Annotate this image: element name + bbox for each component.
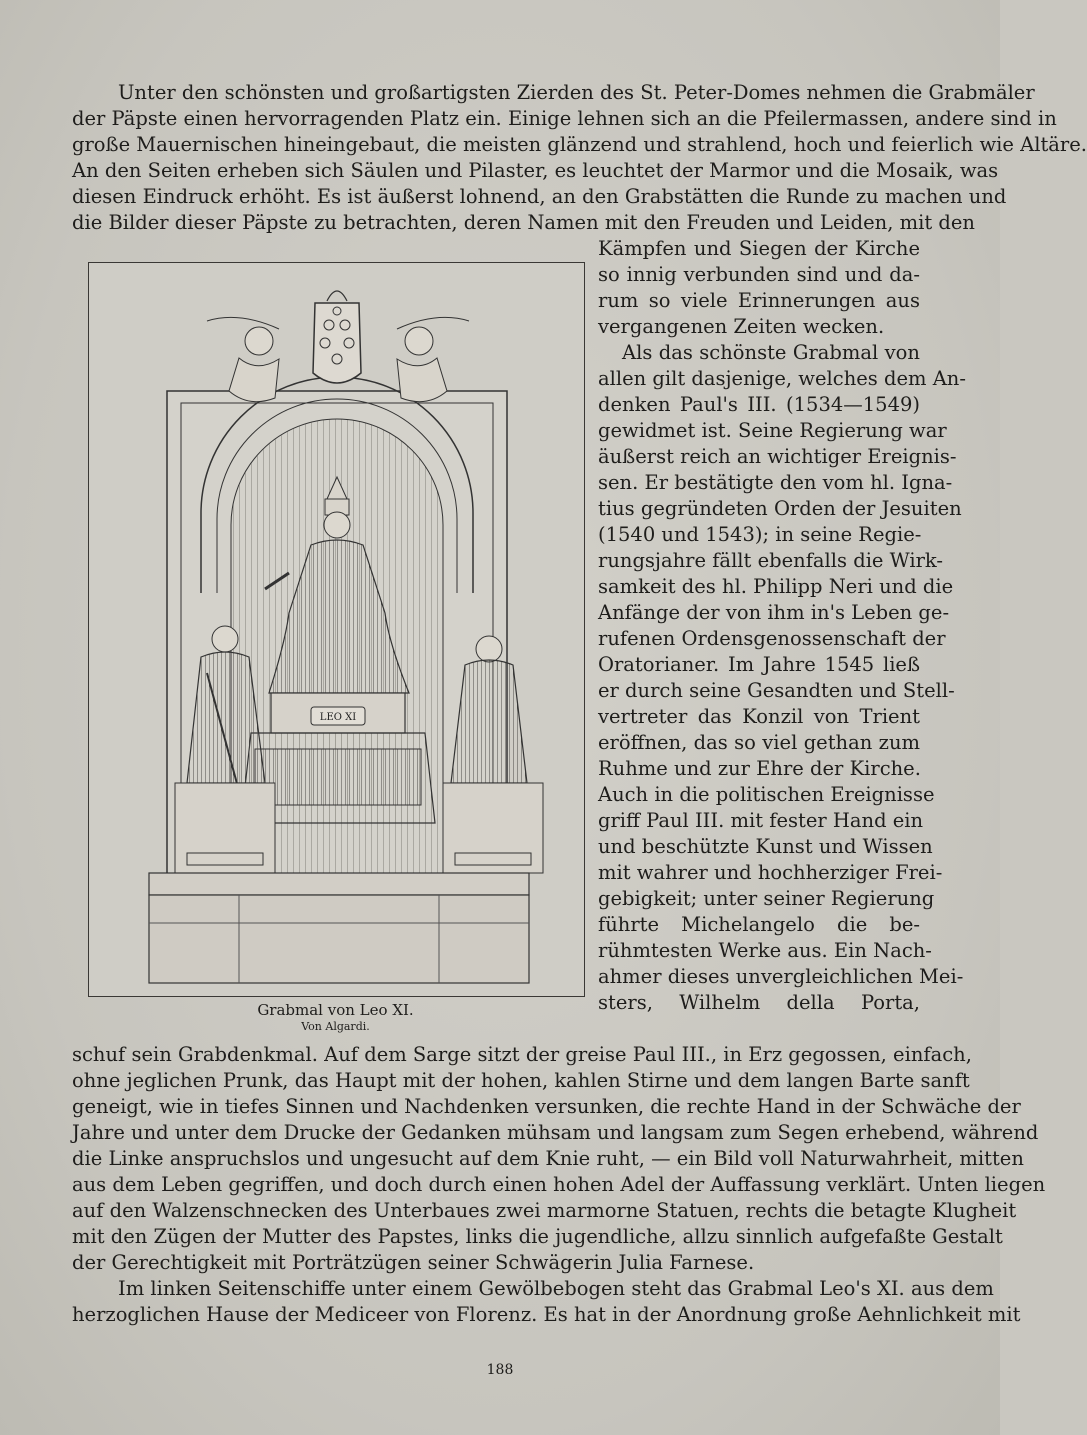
text-line: und beschützte Kunst und Wissen (598, 835, 933, 858)
text-line: große Mauernischen hineingebaut, die meisten glänzend und strahlend, hoch und feierlich wie Altäre. (72, 133, 1087, 156)
text-line: rühmtesten Werke aus. Ein Nach- (598, 939, 932, 962)
text-line: rum so viele Erinnerungen aus (598, 289, 920, 312)
text-line: allen gilt dasjenige, welches dem An- (598, 367, 966, 390)
text-line: rufenen Ordensgenossenschaft der (598, 627, 946, 650)
figure-caption: Grabmal von Leo XI. (257, 1001, 414, 1019)
text-line: vergangenen Zeiten wecken. (598, 315, 885, 338)
text-line: schuf sein Grabdenkmal. Auf dem Sarge sitzt der greise Paul III., in Erz gegossen, einfach, (72, 1043, 972, 1066)
text-line: denken Paul's III. (1534—1549) (598, 393, 920, 416)
text-line: die Bilder dieser Päpste zu betrachten, deren Namen mit den Freuden und Leiden, mit den (72, 211, 975, 234)
text-line: griff Paul III. mit fester Hand ein (598, 809, 924, 832)
sarcophagus-inscription: LEO XI (319, 712, 357, 723)
text-line: herzoglichen Hause der Mediceer von Florenz. Es hat in der Anordnung große Aehnlichkeit mit (72, 1303, 1021, 1326)
text-line: Auch in die politischen Ereignisse (598, 783, 935, 806)
text-line: vertreter das Konzil von Trient (598, 705, 920, 728)
text-line: Unter den schönsten und großartigsten Zierden des St. Peter-Domes nehmen die Grabmäler (118, 81, 1035, 104)
text-line: die Linke anspruchslos und ungesucht auf dem Knie ruht, — ein Bild voll Naturwahrheit, mitten (72, 1147, 1024, 1170)
text-line: äußerst reich an wichtiger Ereignis- (598, 445, 957, 468)
text-line: der Päpste einen hervorragenden Platz ein. Einige lehnen sich an die Pfeilermassen, andere sind in (72, 107, 1057, 130)
text-line: diesen Eindruck erhöht. Es ist äußerst lohnend, an den Grabstätten die Runde zu machen und (72, 185, 1007, 208)
text-line: so innig verbunden sind und da- (598, 263, 920, 286)
text-line: auf den Walzenschnecken des Unterbaues zwei marmorne Statuen, rechts die betagte Klugheit (72, 1199, 1017, 1222)
tomb-illustration (89, 263, 584, 996)
text-line: tius gegründeten Orden der Jesuiten (598, 497, 962, 520)
text-line: (1540 und 1543); in seine Regie- (598, 523, 922, 546)
text-line: ohne jeglichen Prunk, das Haupt mit der hohen, kahlen Stirne und dem langen Barte sanft (72, 1069, 970, 1092)
text-line: mit den Zügen der Mutter des Papstes, links die jugendliche, allzu sinnlich aufgefaßte Gestalt (72, 1225, 1003, 1248)
text-line: samkeit des hl. Philipp Neri und die (598, 575, 954, 598)
text-line: Als das schönste Grabmal von (622, 341, 920, 364)
text-line: Im linken Seitenschiffe unter einem Gewölbebogen steht das Grabmal Leo's XI. aus dem (118, 1277, 994, 1300)
text-line: Anfänge der von ihm in's Leben ge- (598, 601, 950, 624)
text-line: gebigkeit; unter seiner Regierung (598, 887, 935, 910)
text-line: mit wahrer und hochherziger Frei- (598, 861, 943, 884)
text-line: eröffnen, das so viel gethan zum (598, 731, 920, 754)
text-line: sen. Er bestätigte den vom hl. Igna- (598, 471, 953, 494)
page-number: 188 (486, 1362, 514, 1378)
text-line: führte Michelangelo die be- (598, 913, 920, 936)
text-line: aus dem Leben gegriffen, und doch durch einen hohen Adel der Auffassung verklärt. Unten liegen (72, 1173, 1046, 1196)
text-line: sters, Wilhelm della Porta, (598, 991, 920, 1014)
text-line: Ruhme und zur Ehre der Kirche. (598, 757, 921, 780)
text-line: der Gerechtigkeit mit Porträtzügen seiner Schwägerin Julia Farnese. (72, 1251, 755, 1274)
text-line: Oratorianer. Im Jahre 1545 ließ (598, 653, 920, 676)
text-line: er durch seine Gesandten und Stell- (598, 679, 955, 702)
text-line: geneigt, wie in tiefes Sinnen und Nachdenken versunken, die rechte Hand in der Schwäche der (72, 1095, 1021, 1118)
text-line: Jahre und unter dem Drucke der Gedanken mühsam und langsam zum Segen erhebend, während (72, 1121, 1039, 1144)
text-line: gewidmet ist. Seine Regierung war (598, 419, 947, 442)
figure-credit: Von Algardi. (301, 1020, 370, 1033)
text-line: ahmer dieses unvergleichlichen Mei- (598, 965, 964, 988)
text-line: Kämpfen und Siegen der Kirche (598, 237, 920, 260)
text-line: An den Seiten erheben sich Säulen und Pilaster, es leuchtet der Marmor und die Mosaik, was (72, 159, 999, 182)
text-line: rungsjahre fällt ebenfalls die Wirk- (598, 549, 943, 572)
tomb-engraving (88, 262, 585, 997)
